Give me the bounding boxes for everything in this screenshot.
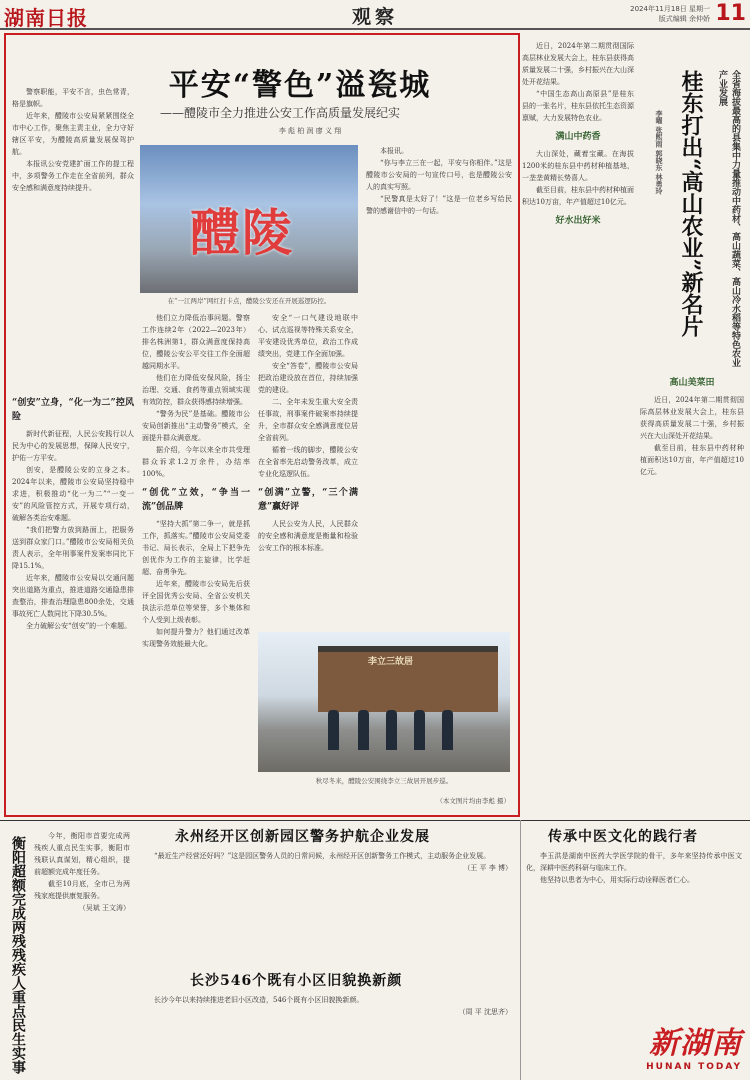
page-number: 11 — [715, 1, 746, 26]
paragraph: 近日，2024年第二期贯彻国际高层林业发展大会上，桂东县获得高质量发展二十强，乡村振兴在大山深处开花结果。 — [640, 396, 744, 440]
subhead-rice: 好水出好米 — [555, 216, 601, 226]
header-meta — [630, 4, 710, 24]
paragraph: 人民公安为人民，人民群众的安全感和满意度是衡量和检验公安工作的根本标准。 — [258, 520, 358, 552]
right-story-col-a — [522, 40, 634, 510]
masthead: 湖南日报 — [4, 6, 88, 30]
paragraph: 李玉洪是湖南中医药大学医学院的骨干，多年来坚持传承中医文化，深耕中医药科研与临床工作。 — [526, 852, 742, 872]
logo-name: 新湖南 — [649, 1026, 742, 1061]
right-story-byline: 李曜 张熙雨 郭晓东 林勇玲 — [655, 110, 664, 195]
building-sign: 李立三故居 — [368, 657, 414, 667]
column-3 — [258, 312, 358, 627]
column-2 — [142, 312, 250, 810]
column-1 — [12, 390, 134, 810]
paragraph: 据介绍，今年以来全市共受理群众诉求1.2万余件，办结率100%。 — [142, 446, 250, 478]
subhead-2: “创优”立效，“争当一流”创品牌 — [142, 488, 250, 512]
app-logo — [646, 1018, 742, 1072]
officer — [328, 710, 339, 750]
subhead-1: “创安”立身，“化一为二”控风险 — [12, 398, 134, 422]
paragraph: “你与李立三在一起，平安与你相伴。”这是醴陵市公安局的一句宣传口号，也是醴陵公安人的真实写照。 — [366, 159, 512, 191]
subhead-veg: 高山美菜田 — [669, 378, 715, 388]
right-story-col-b — [640, 370, 744, 810]
changsha-headline: 长沙546个既有小区旧貌换新颜 — [190, 973, 403, 989]
subhead-3: “创满”立警，“三个满意”赢好评 — [258, 488, 358, 512]
paragraph: 长沙今年以来持续推进老旧小区改造，546个既有小区旧貌换新颜。 — [154, 996, 364, 1004]
intro-para: 本报讯公安党建扩面工作的提工程中，多项警务工作走在全省前列，群众安全感和满意度持续提升。 — [12, 160, 134, 192]
column-rule — [520, 820, 521, 1080]
main-subtitle: ——醴陵市全力推进公安工作高质量发展纪实 — [160, 106, 401, 120]
paragraph: 二、全年未发生重大安全责任事故，刑事案件破案率持续提升，全市群众安全感满意度位居全省前列。 — [258, 398, 358, 442]
paragraph: 安全“一口气建设地联中心、试点巡视等特殊关系安全，平安建设优秀单位，政治工作成绩突出，党建工作全面加强。 — [258, 314, 358, 358]
page-header — [0, 0, 750, 30]
logo-sub: HUNAN TODAY — [646, 1062, 742, 1072]
officer — [414, 710, 425, 750]
photo-credit: （本文图片均由李彪 摄） — [436, 797, 510, 805]
paragraph: 他们立力降低治事问题。警察工作连续2年（2022—2023年）排名株洲第1，群众满意度保持高位，醴陵公安公平交往工作全面超越同期水平。 — [142, 314, 250, 370]
officer — [358, 710, 369, 750]
paragraph: 截至10月底，全市已为两残家庭提供康复服务。 — [34, 880, 130, 900]
paragraph: “中国生态高山高原县”是桂东县的一张名片，桂东县依托生态资源禀赋，大力发展特色农业。 — [522, 90, 634, 122]
paragraph: 本报讯。 — [380, 147, 408, 155]
subhead-herbs: 满山中药香 — [555, 132, 601, 142]
tcm-story — [526, 850, 742, 990]
changsha-story — [140, 994, 512, 1074]
tcm-headline: 传承中医文化的践行者 — [548, 829, 698, 845]
officer — [386, 710, 397, 750]
paragraph: 近年来，醴陵市公安局先后获评全国优秀公安局、全省公安机关执法示范单位等荣誉，多个集体和个人受到上级表彰。 — [142, 580, 250, 624]
editor-line: 版式编辑 余仲娇 — [658, 15, 710, 23]
paragraph: “民警真是太好了！”这是一位老乡写给民警的感谢信中的一句话。 — [366, 195, 512, 215]
paragraph: 如何提升警力？他们通过改革实现警务效能最大化。 — [142, 628, 250, 648]
paragraph: 他们在力降低安保风险，扬尘治理、交通、食药等重点领域实现有效防控，群众获得感持续增强。 — [142, 374, 250, 406]
credit: （周 平 沈思齐） — [458, 1008, 512, 1016]
city-sign: 醴陵 — [190, 203, 294, 262]
paragraph: “最近生产经营还好吗？”这是园区警务人员的日常问候，永州经开区创新警务工作模式，主动服务企业发展。 — [154, 852, 491, 860]
intro-column — [12, 86, 134, 386]
paragraph: 创安，是醴陵公安的立身之本。2024年以来，醴陵市公安局坚持稳中求进，积极推动“化一为二”“一变一安”的风险管控方式，开展专项行动，破解各类治安难题。 — [12, 466, 134, 522]
credit: （王 平 李 博） — [463, 864, 512, 872]
intro-para: 警察职能，平安不言，虫色常青，格是旗帜。 — [12, 88, 134, 108]
patrol-photo — [140, 145, 358, 293]
paragraph: 循着一线的脚步，醴陵公安在全省率先启动警务改革，成立专业化巡逻队伍。 — [258, 446, 358, 478]
main-byline: 李 彪 柏 润 廖 义 翔 — [278, 127, 342, 135]
paragraph: 截至目前，桂东县中药材种植面积达10万亩，年产值超过10亿元。 — [640, 444, 744, 476]
paragraph: “警务为民”是基础。醴陵市公安局创新推出“主动警务”模式，全面提升群众满意度。 — [142, 410, 250, 442]
bottom-divider — [0, 820, 750, 821]
paragraph: 近日，2024年第二期贯彻国际高层林业发展大会上，桂东县获得高质量发展二十强，乡村振兴在大山深处开花结果。 — [522, 42, 634, 86]
intro-para: 近年来，醴陵市公安局紧紧围绕全市中心工作，聚焦主责主业，全力守好辖区平安，为醴陵高质量发展保驾护航。 — [12, 112, 134, 156]
right-story-deck: 全省海拔最高的县集中力量推动中药材、高山蔬菜、高山冷水稻等特色农业产业发展 — [717, 70, 740, 367]
police-patrol-photo — [258, 632, 510, 772]
hengyang-headline: 衡阳超额完成两残残疾人重点民生实事 — [10, 836, 26, 1074]
right-story-title: 桂东打出“高山农业”新名片 — [678, 70, 704, 338]
yongzhou-headline: 永州经开区创新园区警务护航企业发展 — [175, 829, 430, 845]
paragraph: 全力破解公安“创安”的一个难题。 — [26, 622, 132, 630]
main-headline: 平安“警色”溢瓷城 — [168, 68, 432, 103]
yongzhou-story — [140, 850, 512, 960]
paragraph: 近年来，醴陵市公安局以交通问题突出道路为重点，推进道路交通隐患排查整治，排查治理隐患800余处，交通事故死亡人数同比下降30.5%。 — [12, 574, 134, 618]
paragraph: “坚持大抓”第二争一，就是抓工作，抓落实。”醴陵市公安局党委书记、局长表示，全局上下把争先创优作为工作的主旋律，比学赶超、奋勇争先。 — [142, 520, 250, 576]
paragraph: 截至目前，桂东县中药材种植面积达10万亩，年产值超过10亿元。 — [522, 186, 634, 206]
paragraph: 今年，衡阳市首要完成两残疾人重点民生实事，衡阳市残联认真谋划，精心组织，提前超额完成年度任务。 — [34, 832, 130, 876]
column-4 — [366, 145, 512, 625]
paragraph: “我们把警力放到路面上，把服务送到群众家门口。”醴陵市公安局相关负责人表示，全年刑事案件发案率同比下降15.1%。 — [12, 526, 134, 570]
photo2-caption: 秋尽冬来，醴陵公安围绕李立三故居开展步巡。 — [315, 777, 453, 785]
paragraph: 他坚持以患者为中心，用实际行动诠释医者仁心。 — [540, 876, 694, 884]
photo1-caption: 在“一江两岸”网红打卡点，醴陵公安还在开展巡逻防控。 — [167, 297, 331, 305]
date-line: 2024年11月18日 星期一 — [630, 5, 710, 13]
paragraph: 大山深处，藏着宝藏。在海拔1200米的桂东县中药材种植基地，一垄垄黄精长势喜人。 — [522, 150, 634, 182]
paragraph: 安全“答卷”，醴陵市公安局把政治建设放在首位，持续加强党的建设。 — [258, 362, 358, 394]
hengyang-story — [34, 830, 130, 1070]
section-title: 观察 — [351, 6, 398, 28]
officer — [442, 710, 453, 750]
credit: （吴斌 王文涛） — [78, 904, 130, 912]
paragraph: 新时代新征程，人民公安践行以人民为中心的发展思想，保障人民安宁，护佑一方平安。 — [12, 430, 134, 462]
